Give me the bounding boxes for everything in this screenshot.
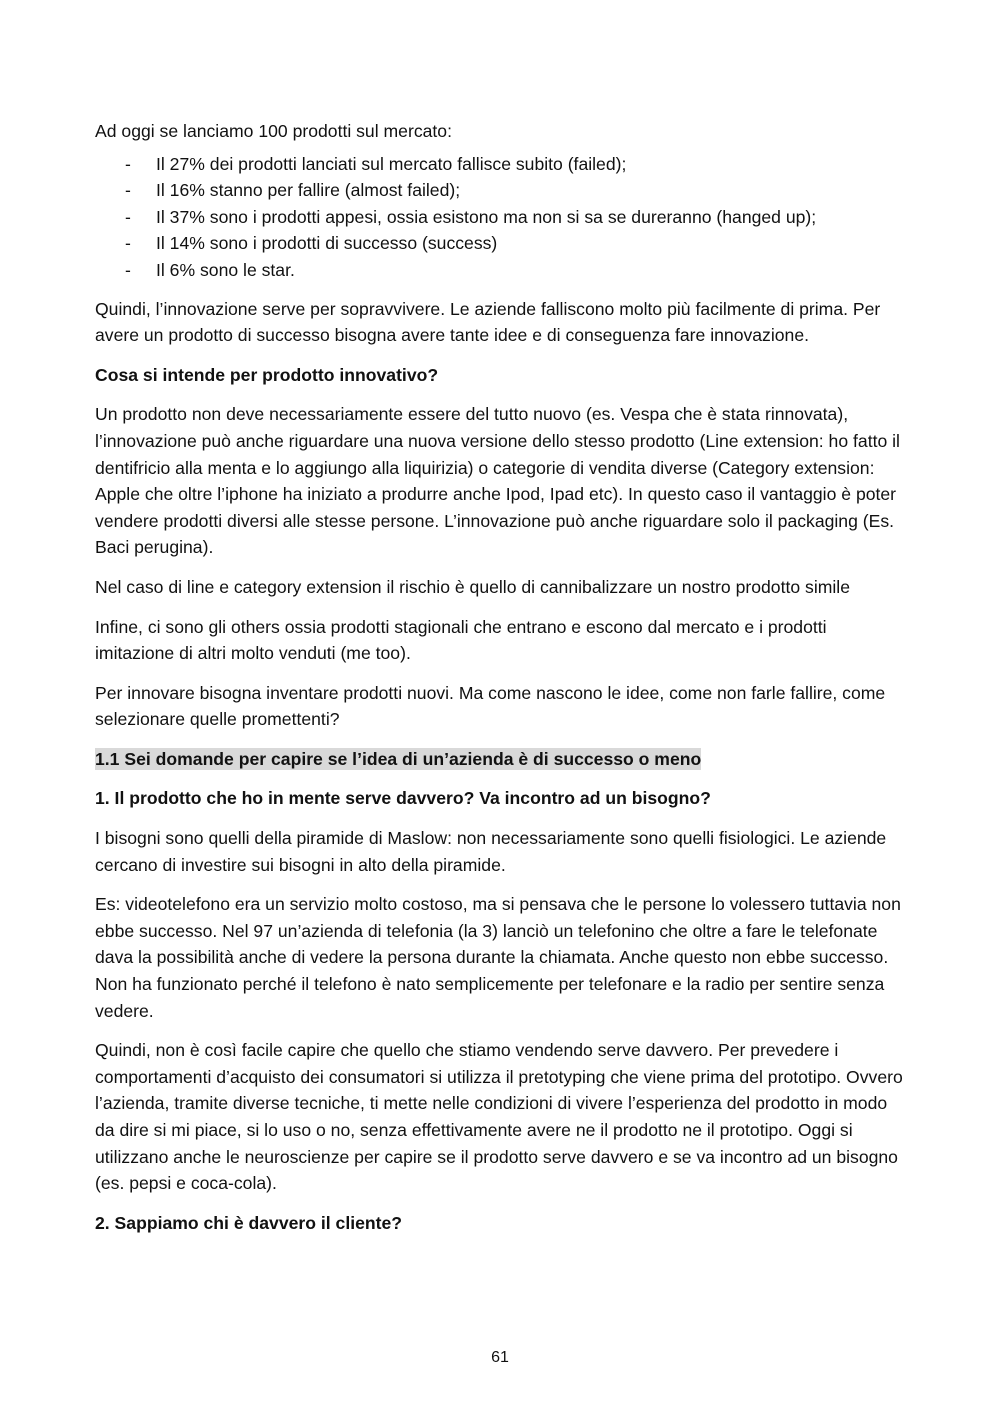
- page-number: 61: [491, 1349, 509, 1366]
- stats-item-text: Il 6% sono le star.: [156, 259, 295, 280]
- stats-list-item: [95, 230, 907, 257]
- paragraph-innovation-survival: Quindi, l’innovazione serve per sopravvivere. Le aziende falliscono molto più facilmente di prima. Per avere un prodotto di successo bisogna avere tante idee e di conseguenza fare innovazione.: [95, 298, 881, 346]
- stats-list-item: [95, 204, 907, 231]
- section-heading-container: [95, 746, 907, 773]
- paragraph-maslow: I bisogni sono quelli della piramide di Maslow: non necessariamente sono quelli fisiologici. Le aziende cercano di investire sui bisogni in alto della piramide.: [95, 828, 887, 875]
- question-2-heading: 2. Sappiamo chi è davvero il cliente?: [95, 1212, 403, 1233]
- stats-item-text: Il 16% stanno per fallire (almost failed);: [156, 180, 461, 201]
- stats-item-text: Il 27% dei prodotti lanciati sul mercato fallisce subito (failed);: [156, 153, 627, 174]
- paragraph-pretotyping: Quindi, non è così facile capire che quello che stiamo vendendo serve davvero. Per prevedere i comportamenti d’acquisto dei consumatori si utilizza il pretotyping che viene prima del prototipo. Ovvero l’azienda, tramite diverse tecniche, ti mette nelle condizioni di vivere l’esperienza del prodotto in modo da dire si mi piace, si lo uso o no, senza effettivamente avere ne il prodotto ne il prototipo. Oggi si utilizzano anche le neuroscienze per capire se il prodotto serve davvero e se va incontro ad un bisogno (es. pepsi e coca-cola).: [95, 1040, 903, 1194]
- paragraph-innovation-types: Un prodotto non deve necessariamente essere del tutto nuovo (es. Vespa che è stata rinnovata), l’innovazione può anche riguardare una nuova versione dello stesso prodotto (Line extension: ho fatto il dentifricio alla menta e lo aggiungo alla liquirizia) o categorie di vendita diverse (Category extension: Apple che oltre l’iphone ha iniziato a produrre anche Ipod, Ipad etc). In questo caso il vantaggio è poter vendere prodotti diversi alle stesse persone. L’innovazione può anche riguardare solo il packaging (Es. Baci perugina).: [95, 404, 900, 558]
- stats-list: [95, 151, 907, 284]
- section-heading: 1.1 Sei domande per capire se l’idea di un’azienda è di successo o meno: [95, 748, 702, 769]
- page-content: [95, 118, 907, 1249]
- paragraph-cannibalization: Nel caso di line e category extension il rischio è quello di cannibalizzare un nostro prodotto simile: [95, 576, 850, 597]
- question-1-heading: 1. Il prodotto che ho in mente serve davvero? Va incontro ad un bisogno?: [95, 788, 711, 809]
- stats-item-text: Il 37% sono i prodotti appesi, ossia esistono ma non si sa se dureranno (hanged up);: [156, 206, 817, 227]
- stats-list-item: [95, 177, 907, 204]
- stats-list-item: [95, 151, 907, 178]
- heading-innovative-product: Cosa si intende per prodotto innovativo?: [95, 364, 439, 385]
- dash-marker: -: [125, 153, 131, 174]
- dash-marker: -: [125, 206, 131, 227]
- stats-item-text: Il 14% sono i prodotti di successo (success): [156, 233, 498, 254]
- paragraph-ideas: Per innovare bisogna inventare prodotti nuovi. Ma come nascono le idee, come non farle fallire, come selezionare quelle promettenti?: [95, 682, 886, 730]
- dash-marker: -: [125, 233, 131, 254]
- dash-marker: -: [125, 259, 131, 280]
- dash-marker: -: [125, 180, 131, 201]
- paragraph-videophone-example: Es: videotelefono era un servizio molto costoso, ma si pensava che le persone lo volessero tuttavia non ebbe successo. Nel 97 un’azienda di telefonia (la 3) lanciò un telefonino che oltre a fare le telefonate dava la possibilità anche di vedere la persona durante la chiamata. Anche questo non ebbe successo. Non ha funzionato perché il telefono è nato semplicemente per telefonare e la radio per sentire senza vedere.: [95, 894, 901, 1021]
- paragraph-others: Infine, ci sono gli others ossia prodotti stagionali che entrano e escono dal mercato e i prodotti imitazione di altri molto venduti (me too).: [95, 616, 827, 664]
- stats-list-item: [95, 257, 907, 284]
- intro-paragraph: Ad oggi se lanciamo 100 prodotti sul mercato:: [95, 121, 452, 141]
